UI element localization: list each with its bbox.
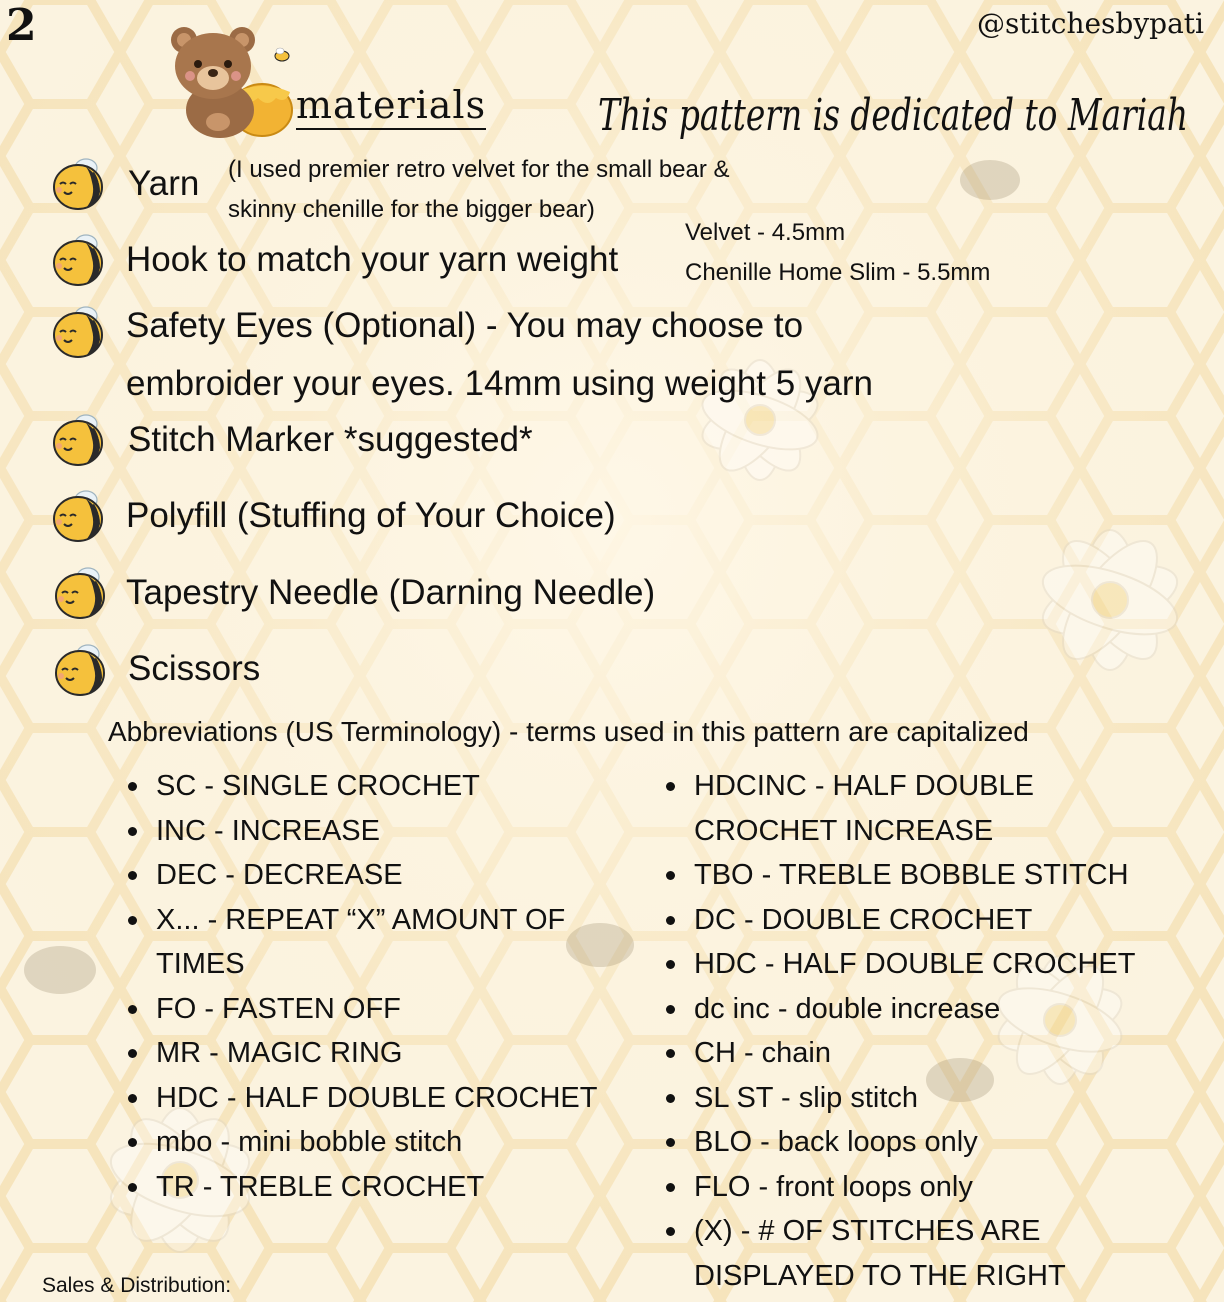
list-item: HDC - HALF DOUBLE CROCHET <box>648 942 1208 987</box>
list-item: MR - MAGIC RING <box>110 1031 630 1076</box>
list-item: SL ST - slip stitch <box>648 1076 1208 1121</box>
material-safety-eyes-line-2: embroider your eyes. 14mm using weight 5 yarn <box>126 364 874 403</box>
material-stitch-marker: Stitch Marker *suggested* <box>128 420 533 459</box>
material-safety-eyes-line-1: Safety Eyes (Optional) - You may choose to <box>126 306 804 345</box>
material-scissors: Scissors <box>128 649 261 688</box>
yarn-note-line-1: (I used premier retro velvet for the small bear & <box>228 156 730 183</box>
list-item-line: HDCINC - HALF DOUBLE <box>694 770 1034 802</box>
list-item: DEC - DECREASE <box>110 853 630 898</box>
list-item <box>648 1209 1208 1298</box>
material-yarn: Yarn <box>128 164 200 203</box>
dedication-text: This pattern is dedicated to Mariah <box>598 90 1188 141</box>
bee-icon <box>52 640 110 698</box>
dedication-script <box>594 64 1194 160</box>
list-item: dc inc - double increase <box>648 987 1208 1032</box>
list-item: INC - INCREASE <box>110 809 630 854</box>
list-item: TBO - TREBLE BOBBLE STITCH <box>648 853 1208 898</box>
list-item-line: TIMES <box>156 948 245 980</box>
list-item <box>648 764 1208 853</box>
abbreviations-left-column <box>110 764 630 1209</box>
list-item: HDC - HALF DOUBLE CROCHET <box>110 1076 630 1121</box>
list-item: FLO - front loops only <box>648 1165 1208 1210</box>
material-hook: Hook to match your yarn weight <box>126 240 619 279</box>
material-polyfill: Polyfill (Stuffing of Your Choice) <box>126 496 616 535</box>
list-item <box>110 898 630 987</box>
yarn-note-line-2: skinny chenille for the bigger bear) <box>228 196 595 223</box>
list-item-line: X... - REPEAT “X” AMOUNT OF <box>156 903 566 936</box>
list-item: mbo - mini bobble stitch <box>110 1120 630 1165</box>
hook-note-line-2: Chenille Home Slim - 5.5mm <box>685 259 991 286</box>
list-item-line: CROCHET INCREASE <box>694 814 994 847</box>
bee-icon <box>50 486 108 544</box>
bee-icon <box>52 563 110 621</box>
list-item: DC - DOUBLE CROCHET <box>648 898 1208 943</box>
bear-with-honey-pot-icon <box>158 18 298 140</box>
list-item: SC - SINGLE CROCHET <box>110 764 630 809</box>
bee-icon <box>50 302 108 360</box>
material-tapestry-needle: Tapestry Needle (Darning Needle) <box>126 573 656 612</box>
list-item: CH - chain <box>648 1031 1208 1076</box>
bee-icon <box>50 230 108 288</box>
list-item-line: (X) - # OF STITCHES ARE <box>694 1215 1041 1247</box>
abbreviations-right-column <box>648 764 1208 1298</box>
bee-icon <box>50 154 108 212</box>
list-item: BLO - back loops only <box>648 1120 1208 1165</box>
list-item-line: DISPLAYED TO THE RIGHT <box>694 1259 1066 1292</box>
list-item: TR - TREBLE CROCHET <box>110 1165 630 1210</box>
hook-note-line-1: Velvet - 4.5mm <box>685 219 846 246</box>
sales-distribution-label: Sales & Distribution: <box>42 1274 232 1297</box>
page-number: 2 <box>6 0 37 51</box>
list-item: FO - FASTEN OFF <box>110 987 630 1032</box>
bee-icon <box>50 410 108 468</box>
abbreviations-intro: Abbreviations (US Terminology) - terms used in this pattern are capitalized <box>108 716 1029 747</box>
author-handle: @stitchesbypati <box>976 7 1204 40</box>
materials-title: materials <box>296 86 486 130</box>
